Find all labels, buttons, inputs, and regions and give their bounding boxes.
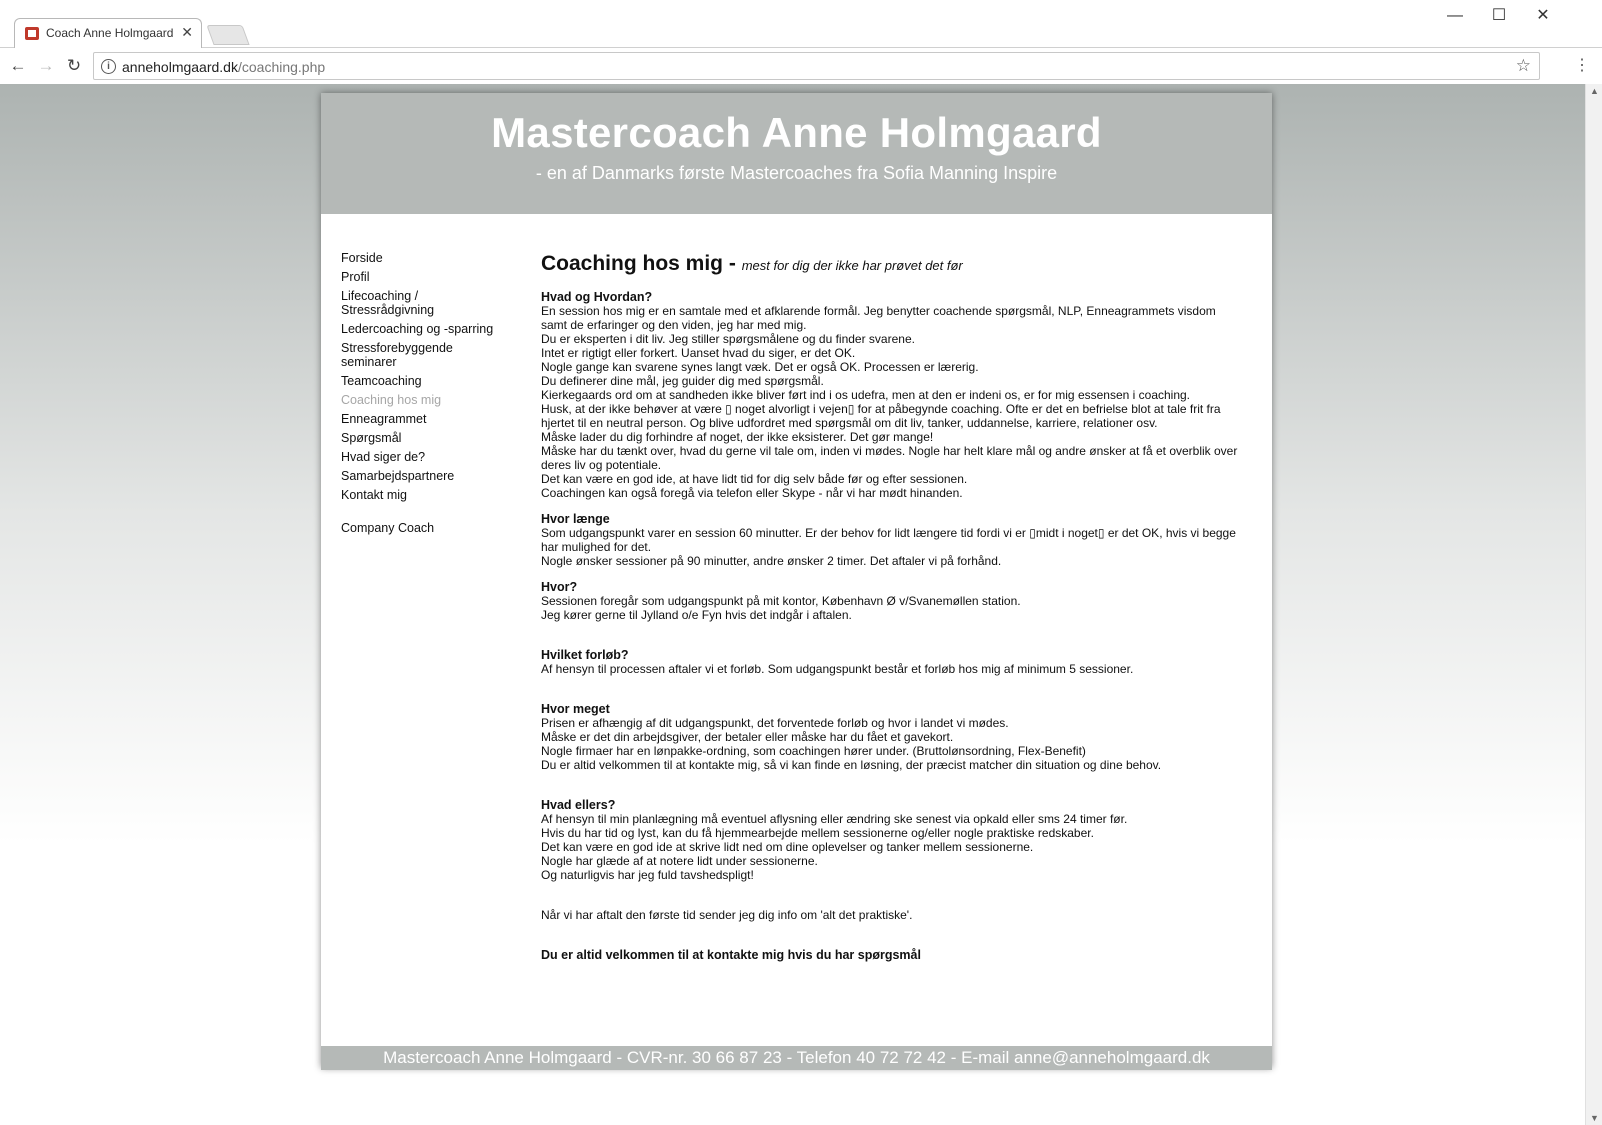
nav-profil[interactable]: Profil — [341, 270, 370, 284]
site-favicon-icon — [25, 27, 39, 40]
new-tab-button[interactable] — [206, 25, 249, 45]
section-hvor-meget — [541, 702, 1241, 772]
paragraph-line: Sessionen foregår som udgangspunkt på mit kontor, København Ø v/Svanemøllen station. — [541, 594, 1021, 608]
nav-kontakt-mig[interactable]: Kontakt mig — [341, 488, 408, 502]
forward-arrow-icon[interactable]: → — [37, 56, 55, 75]
paragraph-line: Nogle har glæde af at notere lidt under sessionerne. — [541, 854, 818, 868]
section-title: Hvor længe — [541, 512, 610, 526]
page-viewport — [0, 84, 1585, 1125]
site-header — [321, 93, 1272, 214]
nav-enneagrammet[interactable]: Enneagrammet — [341, 412, 427, 426]
paragraph-line: Hvis du har tid og lyst, kan du få hjemmearbejde mellem sessionerne og/eller nogle praktiske redskaber. — [541, 826, 1094, 840]
vertical-scrollbar[interactable] — [1585, 84, 1602, 1125]
paragraph-line: Nogle firmaer har en lønpakke-ordning, som coachingen hører under. (Bruttolønsordning, Flex-Benefit) — [541, 744, 1086, 758]
site-subtitle: - en af Danmarks første Mastercoaches fra Sofia Manning Inspire — [535, 163, 1058, 183]
closing-note — [541, 948, 1241, 962]
url-path: /coaching.php — [237, 59, 326, 75]
paragraph-line: Intet er rigtigt eller forkert. Uanset hvad du siger, er det OK. — [541, 346, 856, 360]
paragraph-line: Prisen er afhængig af dit udgangspunkt, det forventede forløb og hvor i landet vi mødes. — [541, 716, 1009, 730]
address-bar[interactable] — [93, 52, 1540, 80]
tab-close-icon[interactable]: ✕ — [181, 24, 193, 40]
paragraph-line: Som udgangspunkt varer en session 60 minutter. Er der behov for lidt længere tid fordi vi er ▯midt i noget▯ er det OK, hvis vi begge har mulighed for det. — [541, 526, 1236, 554]
nav-spacer — [341, 507, 511, 521]
maximize-button[interactable]: ☐ — [1491, 7, 1507, 24]
url-text[interactable] — [122, 59, 325, 75]
paragraph-line: Måske er det din arbejdsgiver, der betaler eller måske har du fået et gavekort. — [541, 730, 954, 744]
section-hvad-ellers — [541, 798, 1241, 882]
nav-samarbejdspartnere[interactable]: Samarbejdspartnere — [341, 469, 455, 483]
bookmark-star-icon[interactable]: ☆ — [1515, 56, 1531, 75]
info-icon[interactable]: i — [101, 59, 116, 74]
section-hvad-og-hvordan — [541, 290, 1241, 500]
paragraph-line: Du definerer dine mål, jeg guider dig med spørgsmål. — [541, 374, 824, 388]
paragraph-line: Af hensyn til processen aftaler vi et forløb. Som udgangspunkt består et forløb hos mig af minimum 5 sessioner. — [541, 662, 1134, 676]
paragraph-line: Coachingen kan også foregå via telefon eller Skype - når vi har mødt hinanden. — [541, 486, 963, 500]
paragraph-line: Jeg kører gerne til Jylland o/e Fyn hvis det indgår i aftalen. — [541, 608, 852, 622]
scroll-up-icon[interactable]: ▲ — [1590, 86, 1599, 96]
nav-company-coach[interactable]: Company Coach — [341, 521, 435, 535]
section-title: Hvor meget — [541, 702, 610, 716]
nav-lifecoaching[interactable]: Lifecoaching / Stressrådgivning — [341, 289, 435, 317]
nav-coaching-hos-mig[interactable]: Coaching hos mig — [341, 393, 442, 407]
section-title: Hvor? — [541, 580, 578, 594]
page-container — [321, 93, 1272, 1068]
practical-note-text: Når vi har aftalt den første tid sender jeg dig info om 'alt det praktiske'. — [541, 908, 913, 922]
page-title-subtitle: mest for dig der ikke har prøvet det før — [741, 258, 963, 273]
practical-note — [541, 908, 1241, 922]
browser-menu-icon[interactable]: ⋮ — [1574, 57, 1590, 74]
closing-text: Du er altid velkommen til at kontakte mig hvis du har spørgsmål — [541, 948, 921, 962]
nav-forside[interactable]: Forside — [341, 251, 383, 265]
minimize-button[interactable]: — — [1447, 7, 1463, 24]
main-content — [541, 252, 1241, 974]
section-title: Hvad ellers? — [541, 798, 616, 812]
scroll-down-icon[interactable]: ▼ — [1590, 1113, 1599, 1123]
sidebar-nav — [341, 251, 511, 540]
paragraph-line: Og naturligvis har jeg fuld tavshedspligt! — [541, 868, 754, 882]
nav-stressforebyggende[interactable]: Stressforebyggende seminarer — [341, 341, 453, 369]
nav-hvad-siger-de[interactable]: Hvad siger de? — [341, 450, 426, 464]
reload-icon[interactable]: ↻ — [66, 56, 82, 75]
paragraph-line: Nogle gange kan svarene synes langt væk. Det er også OK. Processen er lærerig. — [541, 360, 979, 374]
browser-tab[interactable] — [14, 18, 202, 48]
back-arrow-icon[interactable]: ← — [9, 56, 27, 75]
paragraph-line: Du er eksperten i dit liv. Jeg stiller spørgsmålene og du finder svarene. — [541, 332, 915, 346]
paragraph-line: Det kan være en god ide at skrive lidt ned om dine oplevelser og tanker mellem sessionerne. — [541, 840, 1034, 854]
paragraph-line: Du er altid velkommen til at kontakte mig, så vi kan finde en løsning, der præcist matcher din situation og dine behov. — [541, 758, 1162, 772]
site-title: Mastercoach Anne Holmgaard — [491, 109, 1102, 156]
paragraph-line: En session hos mig er en samtale med et afklarende formål. Jeg benytter coachende spørgsmål, NLP, Enneagrammets visdom samt de erfaringer og den viden, jeg har med mig. — [541, 304, 1216, 332]
nav-teamcoaching[interactable]: Teamcoaching — [341, 374, 422, 388]
site-footer: Mastercoach Anne Holmgaard - CVR-nr. 30 66 87 23 - Telefon 40 72 72 42 - E-mail anne@anneholmgaard.dk — [321, 1046, 1272, 1070]
section-title: Hvad og Hvordan? — [541, 290, 653, 304]
page-title-main: Coaching hos mig - — [541, 252, 736, 275]
section-hvor-laenge — [541, 512, 1241, 568]
page-title — [541, 252, 1241, 278]
tab-title: Coach Anne Holmgaard — [46, 26, 174, 40]
nav-ledercoaching[interactable]: Ledercoaching og -sparring — [341, 322, 494, 336]
url-host: anneholmgaard.dk — [122, 59, 238, 75]
paragraph-line: Kierkegaards ord om at sandheden ikke bliver ført ind i os udefra, men at den er indeni os, er for mig essensen i coaching. — [541, 388, 1191, 402]
browser-toolbar — [0, 48, 1602, 85]
section-hvilket-forloeb — [541, 648, 1241, 676]
paragraph-line: Af hensyn til min planlægning må eventuel aflysning eller ændring ske senest via opkald eller sms 24 timer før. — [541, 812, 1128, 826]
paragraph-line: Nogle ønsker sessioner på 90 minutter, andre ønsker 2 timer. Det aftaler vi på forhånd. — [541, 554, 1002, 568]
section-hvor — [541, 580, 1241, 622]
nav-spoergsmaal[interactable]: Spørgsmål — [341, 431, 402, 445]
paragraph-line: Det kan være en god ide, at have lidt tid for dig selv både før og efter sessionen. — [541, 472, 968, 486]
close-window-button[interactable]: ✕ — [1536, 7, 1550, 24]
paragraph-line: Husk, at der ikke behøver at være ▯ noget alvorligt i vejen▯ for at påbegynde coaching. Ofte er det en befrielse blot at tale frit fra hjertet til en neutral person. Og blive udfordret med spørgsmål om dit liv, tanker, uddannelse, karriere, relationer osv. — [541, 402, 1221, 430]
paragraph-line: Måske har du tænkt over, hvad du gerne vil tale om, inden vi mødes. Nogle har helt klare mål og andre ønsker at få et overblik over deres liv og potentiale. — [541, 444, 1238, 472]
paragraph-line: Måske lader du dig forhindre af noget, der ikke eksisterer. Det gør mange! — [541, 430, 934, 444]
section-title: Hvilket forløb? — [541, 648, 629, 662]
browser-titlebar — [0, 0, 1602, 48]
